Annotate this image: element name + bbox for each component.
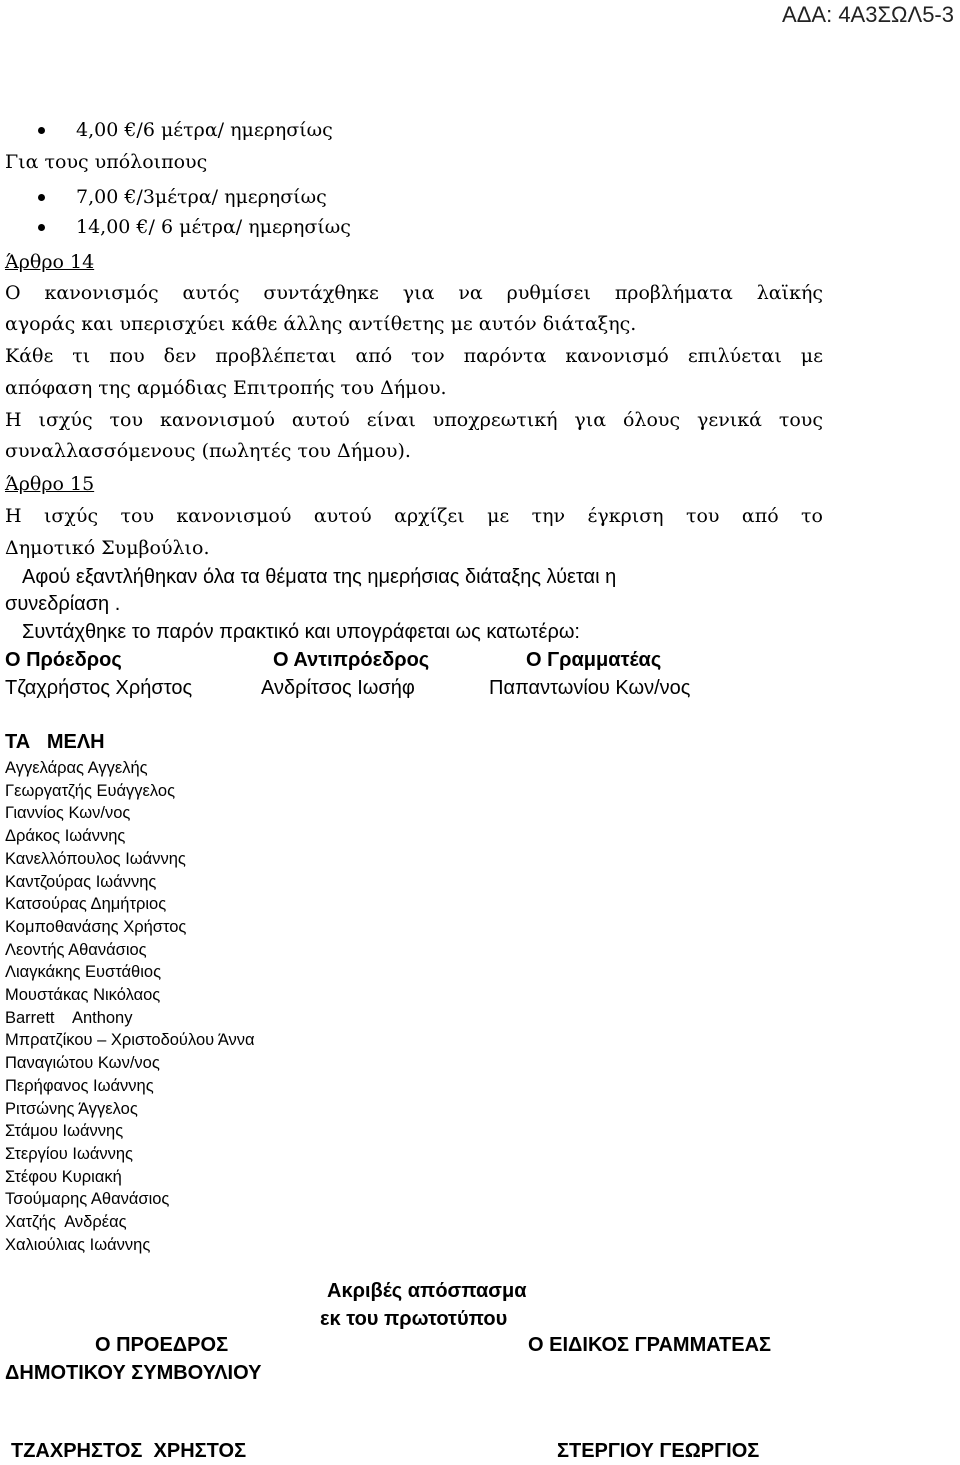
member-item: Περήφανος Ιωάννης xyxy=(5,1076,154,1095)
member-item: Αγγελάρας Αγγελής xyxy=(5,759,148,777)
bullet-dot xyxy=(38,224,45,231)
members-list xyxy=(5,757,255,1256)
name-secretary: Παπαντωνίου Κων/νος xyxy=(489,677,691,699)
fee-bullet-2: 14,00 €/ 6 μέτρα/ ημερησίως xyxy=(76,216,351,238)
article-15-title: Άρθρο 15 xyxy=(5,473,95,495)
signature-right-title: Ο ΕΙΔΙΚΟΣ ΓΡΑΜΜΑΤΕΑΣ xyxy=(528,1334,772,1356)
article-15-line-2: Δημοτικό Συμβούλιο. xyxy=(5,537,210,559)
member-item: Παναγιώτου Κων/νος xyxy=(5,1054,160,1073)
member-item: Χατζής Ανδρέας xyxy=(5,1213,127,1232)
article-14-line-6: συναλλασσόμενους (πωλητές του Δήμου). xyxy=(5,440,411,462)
member-item: Γεωργατζής Ευάγγελος xyxy=(5,781,176,800)
certification-line-2: εκ του πρωτοτύπου xyxy=(320,1308,508,1330)
fee-bullet-top: 4,00 €/6 μέτρα/ ημερησίως xyxy=(76,119,333,141)
signature-left-title-2: ΔΗΜΟΤΙΚΟΥ ΣΥΜΒΟΥΛΙΟΥ xyxy=(5,1362,262,1384)
member-item: Barrett Anthony xyxy=(5,1008,133,1027)
members-heading: ΤΑ ΜΕΛΗ xyxy=(5,731,105,753)
name-vice-president: Ανδρίτσος Ιωσήφ xyxy=(261,677,415,699)
member-item: Γιαννίος Κων/νος xyxy=(5,804,131,823)
article-14-line-5: Η ισχύς του κανονισμού αυτού είναι υποχρεωτική για όλους γενικά τους xyxy=(5,409,823,431)
role-vice-president: Ο Αντιπρόεδρος xyxy=(273,649,430,671)
rest-heading: Για τους υπόλοιπους xyxy=(5,151,208,173)
certification-line-1: Ακριβές απόσπασμα xyxy=(327,1280,527,1302)
article-15-line-1: Η ισχύς του κανονισμού αυτού αρχίζει με την έγκριση του από το xyxy=(5,505,823,527)
member-item: Τσούμαρης Αθανάσιος xyxy=(5,1190,170,1209)
role-president: Ο Πρόεδρος xyxy=(5,649,122,671)
member-item: Χαλιούλιας Ιωάννης xyxy=(5,1235,151,1254)
article-14-line-2: αγοράς και υπερισχύει κάθε άλλης αντίθετης με αυτόν διάταξης. xyxy=(5,313,637,335)
ada-code: ΑΔΑ: 4Α3ΣΩΛ5-3 xyxy=(782,2,954,27)
role-secretary: Ο Γραμματέας xyxy=(526,649,662,671)
article-14-line-1: Ο κανονισμός αυτός συντάχθηκε για να ρυθμίσει προβλήματα λαϊκής xyxy=(5,282,823,304)
signature-left-name: ΤΖΑΧΡΗΣΤΟΣ ΧΡΗΣΤΟΣ xyxy=(11,1440,247,1462)
member-item: Ριτσώνης Άγγελος xyxy=(5,1099,138,1118)
member-item: Στάμου Ιωάννης xyxy=(5,1122,124,1141)
member-item: Κανελλόπουλος Ιωάννης xyxy=(5,849,186,868)
member-item: Κομποθανάσης Χρήστος xyxy=(5,917,187,936)
member-item: Μπρατζίκου – Χριστοδούλου Άννα xyxy=(5,1031,255,1050)
closing-line-1: Αφού εξαντλήθηκαν όλα τα θέματα της ημερήσιας διάταξης λύεται η xyxy=(22,566,617,588)
article-14-line-3: Κάθε τι που δεν προβλέπεται από τον παρόντα κανονισμό επιλύεται με xyxy=(5,345,823,367)
bullet-dot xyxy=(38,127,45,134)
member-item: Στέφου Κυριακή xyxy=(5,1167,122,1186)
closing-line-3: Συντάχθηκε το παρόν πρακτικό και υπογράφεται ως κατωτέρω: xyxy=(22,621,580,643)
member-item: Μουστάκας Νικόλαος xyxy=(5,986,161,1005)
bullet-dot xyxy=(38,194,45,201)
member-item: Κατσούρας Δημήτριος xyxy=(5,895,167,914)
signature-left-title-1: Ο ΠΡΟΕΔΡΟΣ xyxy=(95,1334,229,1356)
member-item: Στεργίου Ιωάννης xyxy=(5,1144,134,1163)
member-item: Λιαγκάκης Ευστάθιος xyxy=(5,963,162,982)
article-14-line-4: απόφαση της αρμόδιας Επιτροπής του Δήμου. xyxy=(5,377,447,399)
member-item: Λεοντής Αθανάσιος xyxy=(5,940,147,959)
closing-line-2: συνεδρίαση . xyxy=(5,593,121,615)
article-14-title: Άρθρο 14 xyxy=(5,251,95,273)
member-item: Δράκος Ιωάννης xyxy=(5,827,126,846)
name-president: Τζαχρήστος Χρήστος xyxy=(5,677,193,699)
member-item: Καντζούρας Ιωάννης xyxy=(5,872,157,891)
fee-bullet-1: 7,00 €/3μέτρα/ ημερησίως xyxy=(76,186,327,208)
signature-right-name: ΣΤΕΡΓΙΟΥ ΓΕΩΡΓΙΟΣ xyxy=(557,1440,760,1462)
